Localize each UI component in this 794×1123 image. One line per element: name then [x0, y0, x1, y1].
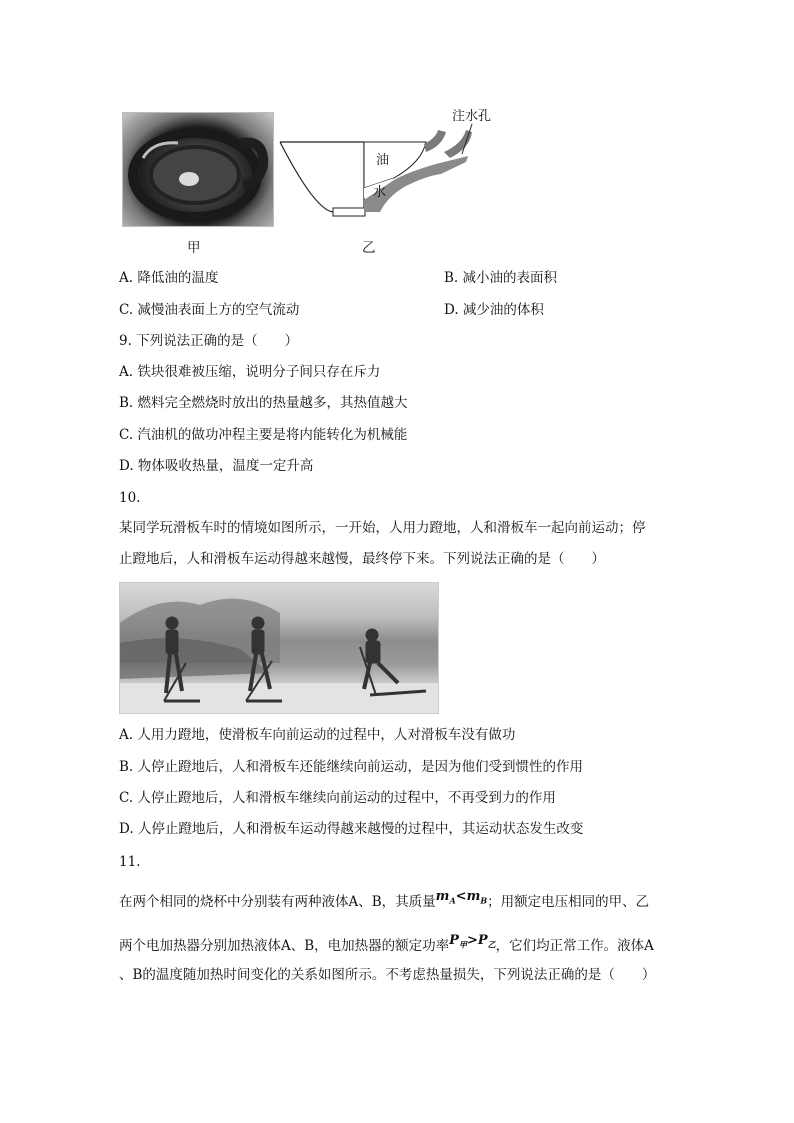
bowl-cross-section-diagram	[276, 104, 506, 224]
q9-stem: 9. 下列说法正确的是（ ）	[119, 333, 299, 349]
q11-line2	[119, 933, 654, 961]
power-inequality: $P_甲>P_乙$	[449, 933, 496, 950]
q10-option-b: B. 人停止蹬地后，人和滑板车还能继续向前运动，是因为他们受到惯性的作用	[119, 759, 584, 775]
q11-number: 11.	[119, 854, 141, 870]
diagram-label-water: 水	[373, 185, 387, 200]
q8-option-d: D. 减少油的体积	[444, 302, 544, 318]
q10-option-d: D. 人停止蹬地后，人和滑板车运动得越来越慢的过程中，其运动状态发生改变	[119, 821, 584, 837]
q10-option-c: C. 人停止蹬地后，人和滑板车继续向前运动的过程中，不再受到力的作用	[119, 790, 556, 806]
q8-option-a: A. 降低油的温度	[119, 270, 219, 286]
diagram-label-oil: 油	[376, 153, 390, 168]
diagram-label-hole: 注水孔	[452, 109, 492, 124]
q11-line2-post: ，它们均正常工作。液体A	[495, 938, 654, 954]
q11-line3: 、B的温度随加热时间变化的关系如图所示。不考虑热量损失，下列说法正确的是（ ）	[119, 967, 656, 983]
q11-line1-post: ；用额定电压相同的甲、乙	[487, 894, 650, 910]
figure-label-right: 乙	[362, 240, 376, 256]
q9-option-a: A. 铁块很难被压缩，说明分子间只存在斥力	[119, 364, 381, 380]
q9-option-c: C. 汽油机的做功冲程主要是将内能转化为机械能	[119, 427, 408, 443]
q8-option-b: B. 减小油的表面积	[444, 270, 558, 286]
q10-stem-line2: 止蹬地后，人和滑板车运动得越来越慢，最终停下来。下列说法正确的是（ ）	[119, 551, 605, 567]
figure-label-left: 甲	[187, 240, 201, 256]
mass-inequality: $m_A<m_B$	[435, 889, 488, 906]
q11-line1	[119, 889, 650, 917]
q8-option-c: C. 减慢油表面上方的空气流动	[119, 302, 300, 318]
q11-line2-pre: 两个电加热器分别加热液体A、B，电加热器的额定功率	[119, 938, 450, 954]
q10-option-a: A. 人用力蹬地，使滑板车向前运动的过程中，人对滑板车没有做功	[119, 727, 516, 743]
q10-stem-line1: 某同学玩滑板车时的情境如图所示，一开始，人用力蹬地，人和滑板车一起向前运动；停	[119, 520, 646, 536]
q11-line1-pre: 在两个相同的烧杯中分别装有两种液体A、B，其质量	[119, 894, 436, 910]
scooter-photo	[119, 582, 439, 714]
q10-number: 10.	[119, 490, 141, 506]
q9-option-d: D. 物体吸收热量，温度一定升高	[119, 458, 314, 474]
bowl-photo	[122, 112, 274, 227]
q9-option-b: B. 燃料完全燃烧时放出的热量越多，其热值越大	[119, 395, 408, 411]
